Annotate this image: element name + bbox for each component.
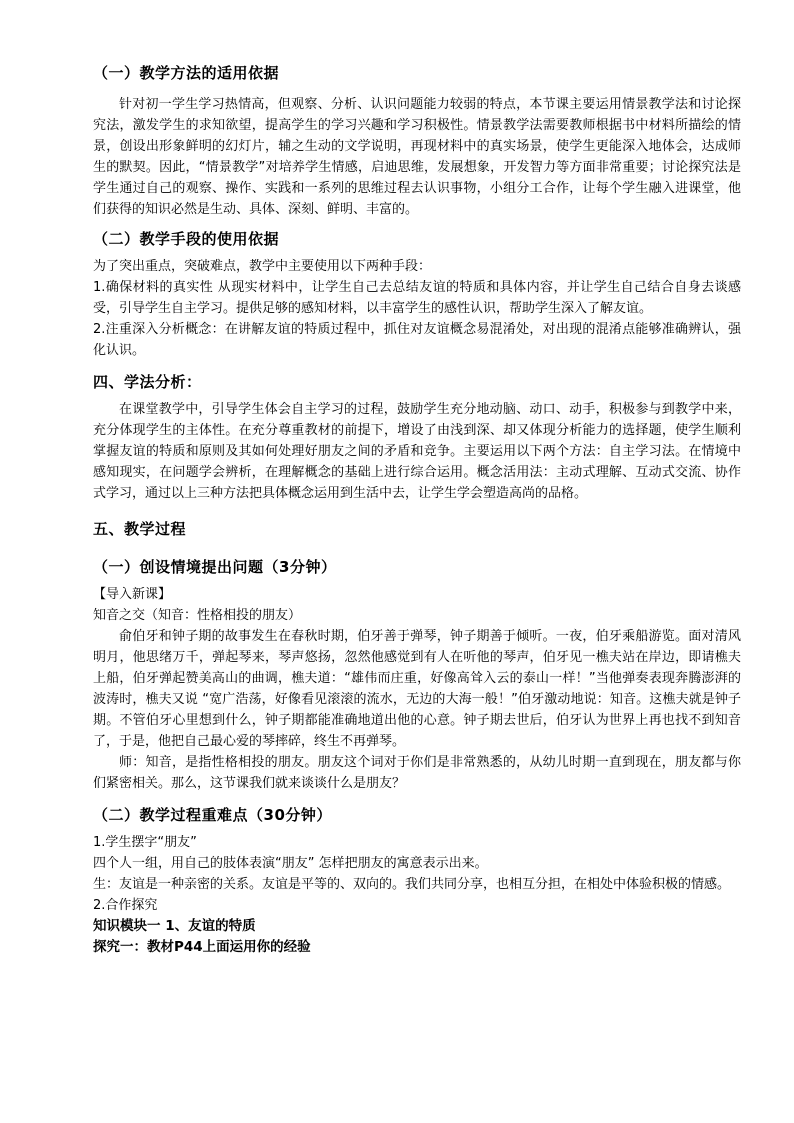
document-page [93,60,741,958]
section-heading-create-situation: （一）创设情境提出问题（3分钟） [93,558,337,576]
knowledge-module-1: 知识模块一 1、友谊的特质 [93,918,256,934]
explore-1: 探究一：教材P44上面运用你的经验 [93,939,311,955]
section-heading-means-basis: （二）教学手段的使用依据 [93,230,280,248]
section-heading-key-difficult-points: （二）教学过程重难点（30分钟） [93,806,332,824]
process-item-1: 1.学生摆字“朋友” [93,835,197,850]
section-heading-methods-basis: （一）教学方法的适用依据 [93,64,280,82]
story-paragraph: 俞伯牙和钟子期的故事发生在春秋时期，伯牙善于弹琴，钟子期善于倾听。一夜，伯牙乘船游览。面对清风明月，他思绪万千，弹起琴来，琴声悠扬，忽然他感觉到有人在听他的琴声，伯牙见一樵夫站在岸边，即请樵夫上船，伯牙弹起赞美高山的曲调，樵夫道：“雄伟而庄重，好像高耸入云的泰山一样！”当他弹奏表现奔腾澎湃的波涛时，樵夫又说 “宽广浩荡，好像看见滚滚的流水，无边的大海一般！”伯牙激动地说：知音。这樵夫就是钟子期。不管伯牙心里想到什么，钟子期都能准确地道出他的心意。钟子期去世后，伯牙认为世界上再也找不到知音了，于是，他把自己最心爱的琴摔碎，终生不再弹琴。 [93,629,741,749]
student-answer: 生：友谊是一种亲密的关系。友谊是平等的、双向的。我们共同分享，也相互分担，在相处中体验积极的情感。 [93,877,731,892]
process-group-activity: 四个人一组，用自己的肢体表演“朋友” 怎样把朋友的寓意表示出来。 [93,856,488,871]
means-intro: 为了突出重点，突破难点，教学中主要使用以下两种手段： [93,259,432,274]
intro-label: 【导入新课】 [93,587,172,602]
learning-analysis-paragraph: 在课堂教学中，引导学生体会自主学习的过程，鼓励学生充分地动脑、动口、动手，积极参与到教学中来，充分体现学生的主体性。在充分尊重教材的前提下，增设了由浅到深、却又体现分析能力的选择题，使学生顺利掌握友谊的特质和原则及其如何处理好朋友之间的矛盾和竞争。主要运用以下两个方法：自主学习法。在情境中感知现实，在问题学会辨析，在理解概念的基础上进行综合运用。概念活用法：主动式理解、互动式交流、协作式学习，通过以上三种方法把具体概念运用到生活中去，让学生学会塑造高尚的品格。 [93,402,741,501]
process-item-2: 2.合作探究 [93,898,158,913]
story-title: 知音之交（知音：性格相投的朋友） [93,608,302,623]
means-item-1: 1.确保材料的真实性 从现实材料中，让学生自己去总结友谊的特质和具体内容，并让学生自己结合自身去谈感受，引导学生自主学习。提供足够的感知材料，以丰富学生的感性认识，帮助学生深入了解友谊。 [93,280,741,316]
section-heading-teaching-process: 五、教学过程 [93,520,187,538]
section-heading-learning-analysis: 四、学法分析： [93,373,202,391]
methods-basis-paragraph: 针对初一学生学习热情高，但观察、分析、认识问题能力较弱的特点，本节课主要运用情景教学法和讨论探究法，激发学生的求知欲望，提高学生的学习兴趣和学习积极性。情景教学法需要教师根据书中材料所描绘的情景，创设出形象鲜明的幻灯片，辅之生动的文学说明，再现材料中的真实场景，使学生更能深入地体会，达成师生的默契。因此，“情景教学”对培养学生情感，启迪思维，发展想象，开发智力等方面非常重要；讨论探究法是学生通过自己的观察、操作、实践和一系列的思维过程去认识事物，小组分工合作，让每个学生融入进课堂，他们获得的知识必然是生动、具体、深刻、鲜明、丰富的。 [93,97,741,217]
means-item-2: 2.注重深入分析概念：在讲解友谊的特质过程中，抓住对友谊概念易混淆处，对出现的混淆点能够准确辨认，强化认识。 [93,322,741,358]
teacher-remark: 师：知音，是指性格相投的朋友。朋友这个词对于你们是非常熟悉的，从幼儿时期一直到现在，朋友都与你们紧密相关。那么，这节课我们就来谈谈什么是朋友？ [93,755,741,791]
